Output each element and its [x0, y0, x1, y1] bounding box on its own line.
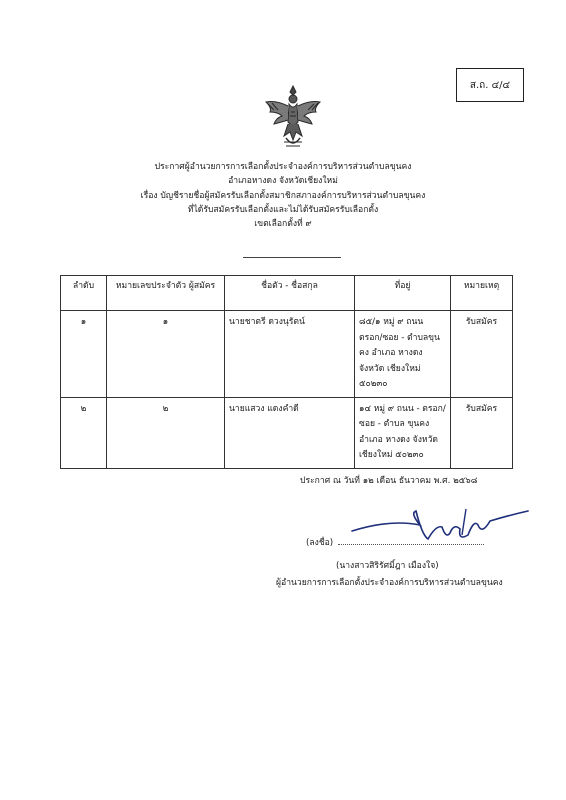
- header-address: ที่อยู่: [355, 276, 451, 311]
- cell-address: ๘๕/๑ หมู่ ๙ ถนน ตรอก/ซอย - ตำบลขุนคง อำเภอ หางดง จังหวัด เชียงใหม่ ๕๐๒๓๐: [355, 311, 451, 398]
- heading-divider: [243, 257, 341, 258]
- announcement-heading: [100, 160, 466, 231]
- cell-order: ๒: [61, 397, 107, 468]
- heading-line-3: เรื่อง บัญชีรายชื่อผู้สมัครรับเลือกตั้งสมาชิกสภาองค์การบริหารส่วนตำบลขุนคง: [140, 190, 426, 201]
- cell-candidate-number: ๒: [107, 397, 225, 468]
- cell-candidate-number: ๑: [107, 311, 225, 398]
- candidate-table: [60, 275, 513, 469]
- garuda-emblem-icon: [262, 82, 324, 152]
- heading-line-5: เขตเลือกตั้งที่ ๙: [254, 219, 312, 230]
- heading-line-2: อำเภอหางดง จังหวัดเชียงใหม่: [228, 176, 338, 187]
- cell-name: นายแสวง แดงคำดี: [225, 397, 355, 468]
- form-code-box: [456, 68, 524, 102]
- signer-position: ผู้อำนวยการการเลือกตั้งประจำองค์การบริหารส่วนตำบลขุนคง: [276, 578, 503, 588]
- table-header-row: [61, 276, 513, 311]
- header-name: ชื่อตัว - ชื่อสกุล: [225, 276, 355, 311]
- table-row: [61, 311, 513, 398]
- signature-label: (ลงชื่อ): [306, 538, 334, 548]
- heading-line-4: ที่ได้รับสมัครรับเลือกตั้งและไม่ได้รับสมัครรับเลือกตั้ง: [187, 204, 379, 215]
- signer-name: (นางสาวสิริรัศมิ์ฎา เมืองใจ): [336, 561, 439, 571]
- heading-line-1: ประกาศผู้อำนวยการการเลือกตั้งประจำองค์การบริหารส่วนตำบลขุนคง: [154, 162, 412, 172]
- cell-remark: รับสมัคร: [451, 311, 513, 398]
- signature-line: [338, 544, 484, 545]
- header-remark: หมายเหตุ: [451, 276, 513, 311]
- cell-name: นายชาตรี ดวงนุรัตน์: [225, 311, 355, 398]
- header-order: ลำดับ: [61, 276, 107, 311]
- cell-order: ๑: [61, 311, 107, 398]
- cell-remark: รับสมัคร: [451, 397, 513, 468]
- form-code: ส.ถ. ๔/๔: [469, 79, 511, 91]
- header-candidate-number: หมายเลขประจำตัว ผู้สมัคร: [107, 276, 225, 311]
- cell-address: ๑๔ หมู่ ๙ ถนน - ตรอก/ ซอย - ตำบล ขุนคง อำเภอ หางดง จังหวัด เชียงใหม่ ๕๐๒๓๐: [355, 397, 451, 468]
- handwritten-signature: [350, 505, 530, 545]
- announcement-date: ประกาศ ณ วันที่ ๑๒ เดือน ธันวาคม พ.ศ. ๒๕๖๘: [300, 476, 478, 486]
- table-row: [61, 397, 513, 468]
